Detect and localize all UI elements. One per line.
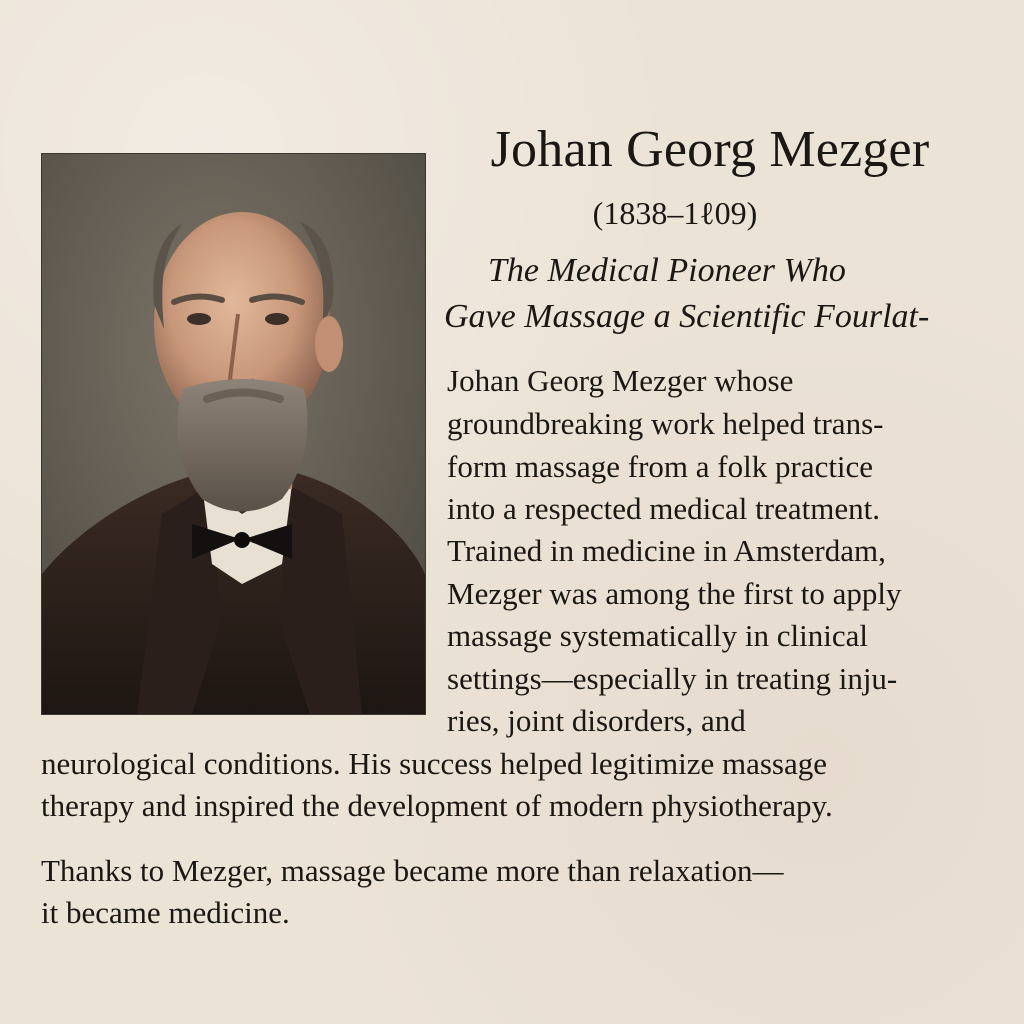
body-line: massage systematically in clinical xyxy=(447,618,868,653)
body-line: settings—especially in treating inju- xyxy=(447,661,898,696)
body-line: form massage from a folk practice xyxy=(447,449,874,484)
life-dates: (1838–1ℓ09) xyxy=(592,195,758,231)
body-line: neurological conditions. His success helped legitimize massage xyxy=(41,746,827,781)
closing-line-2: it became medicine. xyxy=(41,895,290,930)
body-line: into a respected medical treatment. xyxy=(447,491,880,526)
body-line: Trained in medicine in Amsterdam, xyxy=(447,533,886,568)
body-line: therapy and inspired the development of modern physiotherapy. xyxy=(41,788,833,823)
closing-line-1: Thanks to Mezger, massage became more than relaxation— xyxy=(41,853,784,888)
subtitle-line-1: The Medical Pioneer Who xyxy=(488,252,846,289)
closing-statement xyxy=(41,850,981,934)
body-line: ries, joint disorders, and xyxy=(447,703,746,738)
subtitle-line-2: Gave Massage a Scientific Fourlat- xyxy=(444,298,930,335)
body-line: groundbreaking work helped trans- xyxy=(447,406,884,441)
page-title: Johan Georg Mezger xyxy=(490,121,930,178)
body-line: Johan Georg Mezger whose xyxy=(447,363,794,398)
body-line: Mezger was among the first to apply xyxy=(447,576,902,611)
